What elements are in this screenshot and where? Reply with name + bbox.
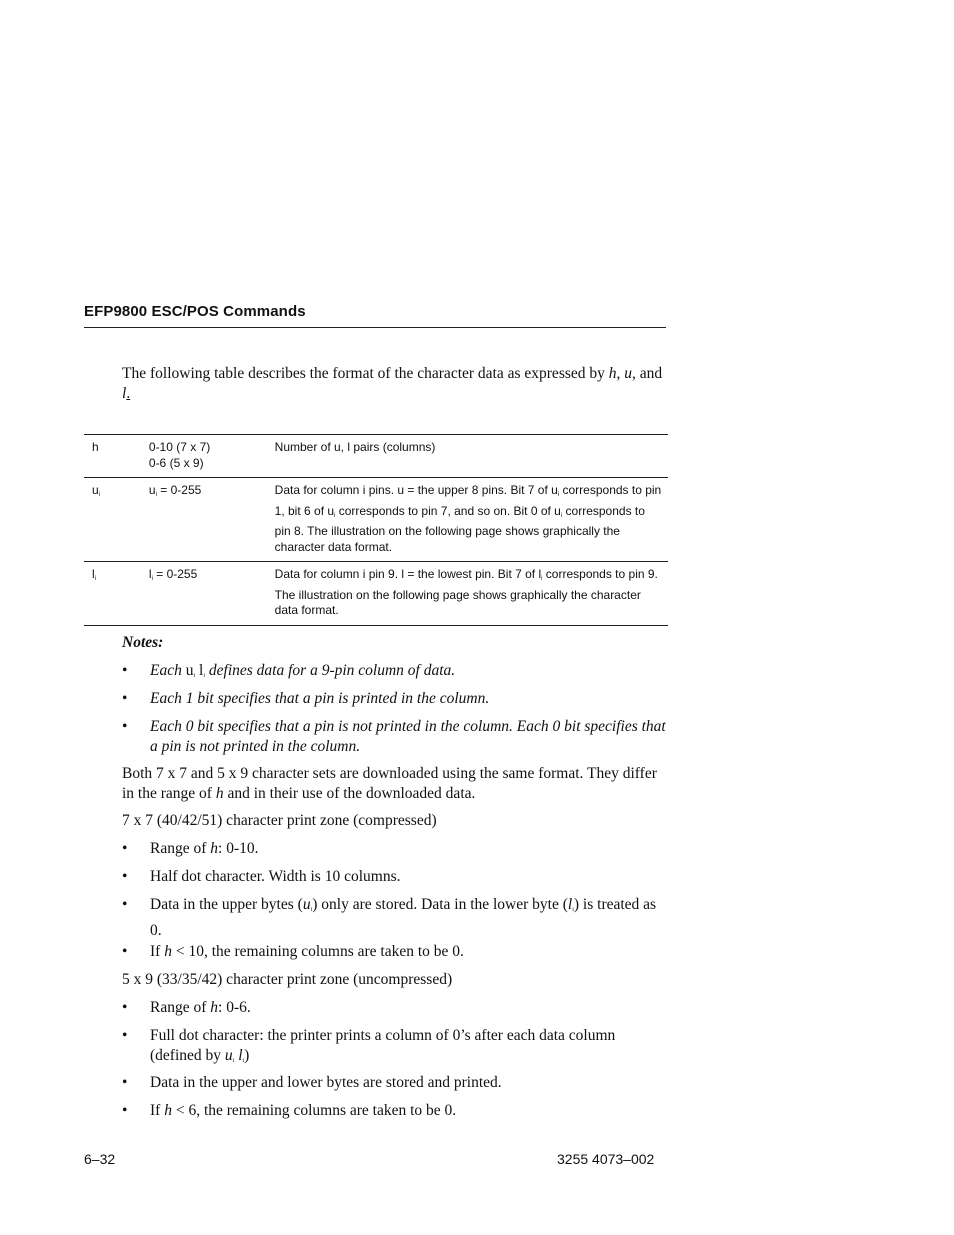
param-name: l bbox=[92, 567, 95, 581]
range-cell bbox=[149, 478, 275, 562]
item-text: ) bbox=[244, 1046, 250, 1064]
bullet-glyph: • bbox=[122, 718, 128, 735]
zone-5x9-title: 5 x 9 (33/35/42) character print zone (uncompressed) bbox=[122, 971, 453, 988]
list-item bbox=[122, 998, 667, 1018]
item-var: l bbox=[234, 1046, 243, 1064]
intro-paragraph bbox=[122, 364, 667, 403]
list-item bbox=[122, 1073, 667, 1093]
zone-7x7-title: 7 x 7 (40/42/51) character print zone (compressed) bbox=[122, 812, 437, 829]
range-cell bbox=[149, 435, 275, 478]
page-header-title: EFP9800 ESC/POS Commands bbox=[84, 303, 306, 320]
item-text: ) only are stored. Data in the lower byte ( bbox=[312, 896, 568, 913]
param-name: u bbox=[92, 483, 99, 497]
item-text: Range of bbox=[150, 840, 211, 857]
table-row bbox=[84, 562, 668, 626]
formats-paragraph bbox=[122, 764, 667, 803]
param-name: h bbox=[92, 440, 99, 454]
note-text: Each 0 bit specifies that a pin is not printed in the column. Each 0 bit specifies that a pin is not printed in the column. bbox=[150, 718, 666, 755]
item-text: : 0-6. bbox=[218, 999, 251, 1016]
note-subscript: i bbox=[203, 673, 206, 679]
description-subscript: i bbox=[560, 512, 563, 519]
item-text: < 10, the remaining columns are taken to be 0. bbox=[171, 943, 464, 960]
note-text: defines data for a 9-pin column of data. bbox=[205, 662, 456, 679]
item-text: If bbox=[150, 943, 165, 960]
note-text: Each bbox=[150, 662, 186, 679]
range-var: l bbox=[148, 567, 152, 581]
param-subscript: i bbox=[98, 492, 101, 498]
list-item bbox=[122, 661, 667, 687]
item-text: Data in the upper and lower bytes are stored and printed. bbox=[150, 1074, 502, 1091]
intro-var-h: h bbox=[608, 365, 617, 382]
item-subscript: i bbox=[232, 1057, 235, 1064]
item-var: h bbox=[164, 1102, 172, 1119]
param-subscript: i bbox=[94, 576, 97, 582]
param-cell bbox=[84, 435, 149, 478]
item-text: < 6, the remaining columns are taken to be 0. bbox=[171, 1102, 457, 1119]
description-cell bbox=[275, 562, 668, 626]
page-number: 6–32 bbox=[84, 1151, 116, 1167]
intro-text: The following table describes the format of the character data as expressed by bbox=[122, 365, 609, 382]
notes-heading: Notes: bbox=[122, 634, 164, 651]
range-subscript: i bbox=[155, 492, 157, 498]
intro-end: . bbox=[126, 384, 131, 402]
note-text: Each 1 bit specifies that a pin is printed in the column. bbox=[150, 690, 490, 707]
paragraph-text: Both 7 x 7 and 5 x 9 character sets are downloaded using the same format. They differ in the range of bbox=[122, 765, 657, 802]
item-var: h bbox=[210, 999, 219, 1016]
item-subscript: i bbox=[242, 1057, 245, 1064]
list-item bbox=[122, 942, 667, 962]
item-text: Full dot character: the printer prints a column of 0’s after each data column (defined by bbox=[150, 1027, 616, 1064]
description-text: Number of u, l pairs (columns) bbox=[274, 440, 436, 454]
description-text: Data for column i pins. u = the upper 8 pins. Bit 7 of u bbox=[274, 483, 558, 497]
item-text: : 0-10. bbox=[218, 840, 259, 857]
intro-sep: , bbox=[616, 365, 625, 382]
description-text: corresponds to pin 1, bit 6 of u bbox=[274, 483, 662, 518]
description-cell bbox=[275, 435, 668, 478]
note-var: l bbox=[195, 662, 204, 679]
item-var: u bbox=[302, 896, 311, 913]
range-value: 0-6 (5 x 9) bbox=[148, 455, 204, 470]
list-item bbox=[122, 867, 667, 887]
item-var: l bbox=[567, 896, 573, 913]
description-text: corresponds to pin 7, and so on. Bit 0 of u bbox=[335, 503, 561, 518]
description-subscript: i bbox=[541, 576, 543, 582]
bullet-glyph: • bbox=[122, 840, 128, 857]
range-value: = 0-255 bbox=[152, 567, 198, 581]
description-text: corresponds to pin 8. The illustration on the following page shows graphically the character data format. bbox=[274, 503, 645, 554]
character-format-table bbox=[84, 434, 668, 626]
item-var: u bbox=[224, 1046, 233, 1064]
intro-var-l: l bbox=[122, 384, 127, 402]
bullet-glyph: • bbox=[122, 868, 128, 885]
param-cell bbox=[84, 562, 149, 626]
bullet-glyph: • bbox=[122, 896, 128, 913]
range-subscript: i bbox=[151, 576, 153, 582]
item-text: ) is treated as 0. bbox=[150, 896, 657, 939]
note-var: u bbox=[185, 662, 194, 679]
list-item bbox=[122, 1026, 667, 1071]
bullet-glyph: • bbox=[122, 662, 128, 679]
table-row bbox=[84, 478, 668, 562]
list-item bbox=[122, 689, 667, 709]
item-text: If bbox=[150, 1102, 165, 1119]
bullet-glyph: • bbox=[122, 690, 128, 707]
intro-sep: , and bbox=[632, 365, 663, 382]
description-cell bbox=[275, 478, 668, 562]
intro-var-u: u bbox=[624, 365, 633, 382]
paragraph-text: and in their use of the downloaded data. bbox=[223, 784, 476, 802]
list-item bbox=[122, 895, 667, 940]
table-row bbox=[84, 435, 668, 478]
bullet-glyph: • bbox=[122, 943, 128, 960]
note-subscript: i bbox=[193, 673, 196, 679]
paragraph-var: h bbox=[215, 784, 224, 802]
item-var: h bbox=[164, 943, 172, 960]
range-value: = 0-255 bbox=[156, 483, 202, 497]
list-item bbox=[122, 717, 667, 756]
document-number: 3255 4073–002 bbox=[557, 1151, 655, 1167]
item-subscript: i bbox=[310, 907, 313, 913]
description-text: Data for column i pin 9. l = the lowest pin. Bit 7 of l bbox=[274, 567, 542, 581]
item-text: Range of bbox=[150, 999, 211, 1016]
description-subscript: i bbox=[557, 492, 560, 498]
item-subscript: i bbox=[572, 907, 574, 913]
bullet-glyph: • bbox=[122, 1074, 128, 1091]
range-var: u bbox=[148, 483, 156, 497]
param-cell bbox=[84, 478, 149, 562]
description-text: corresponds to pin 9. The illustration on the following page shows graphically the character data format. bbox=[274, 567, 658, 617]
list-item bbox=[122, 839, 667, 859]
bullet-glyph: • bbox=[122, 999, 128, 1016]
item-var: h bbox=[210, 840, 219, 857]
item-text: Half dot character. Width is 10 columns. bbox=[150, 868, 401, 885]
item-text: Data in the upper bytes ( bbox=[150, 896, 303, 913]
range-value: 0-10 (7 x 7) bbox=[148, 440, 211, 454]
range-cell bbox=[149, 562, 275, 626]
list-item bbox=[122, 1101, 667, 1121]
description-subscript: i bbox=[334, 512, 336, 519]
bullet-glyph: • bbox=[122, 1102, 128, 1119]
header-divider bbox=[84, 327, 666, 328]
bullet-glyph: • bbox=[122, 1027, 128, 1044]
